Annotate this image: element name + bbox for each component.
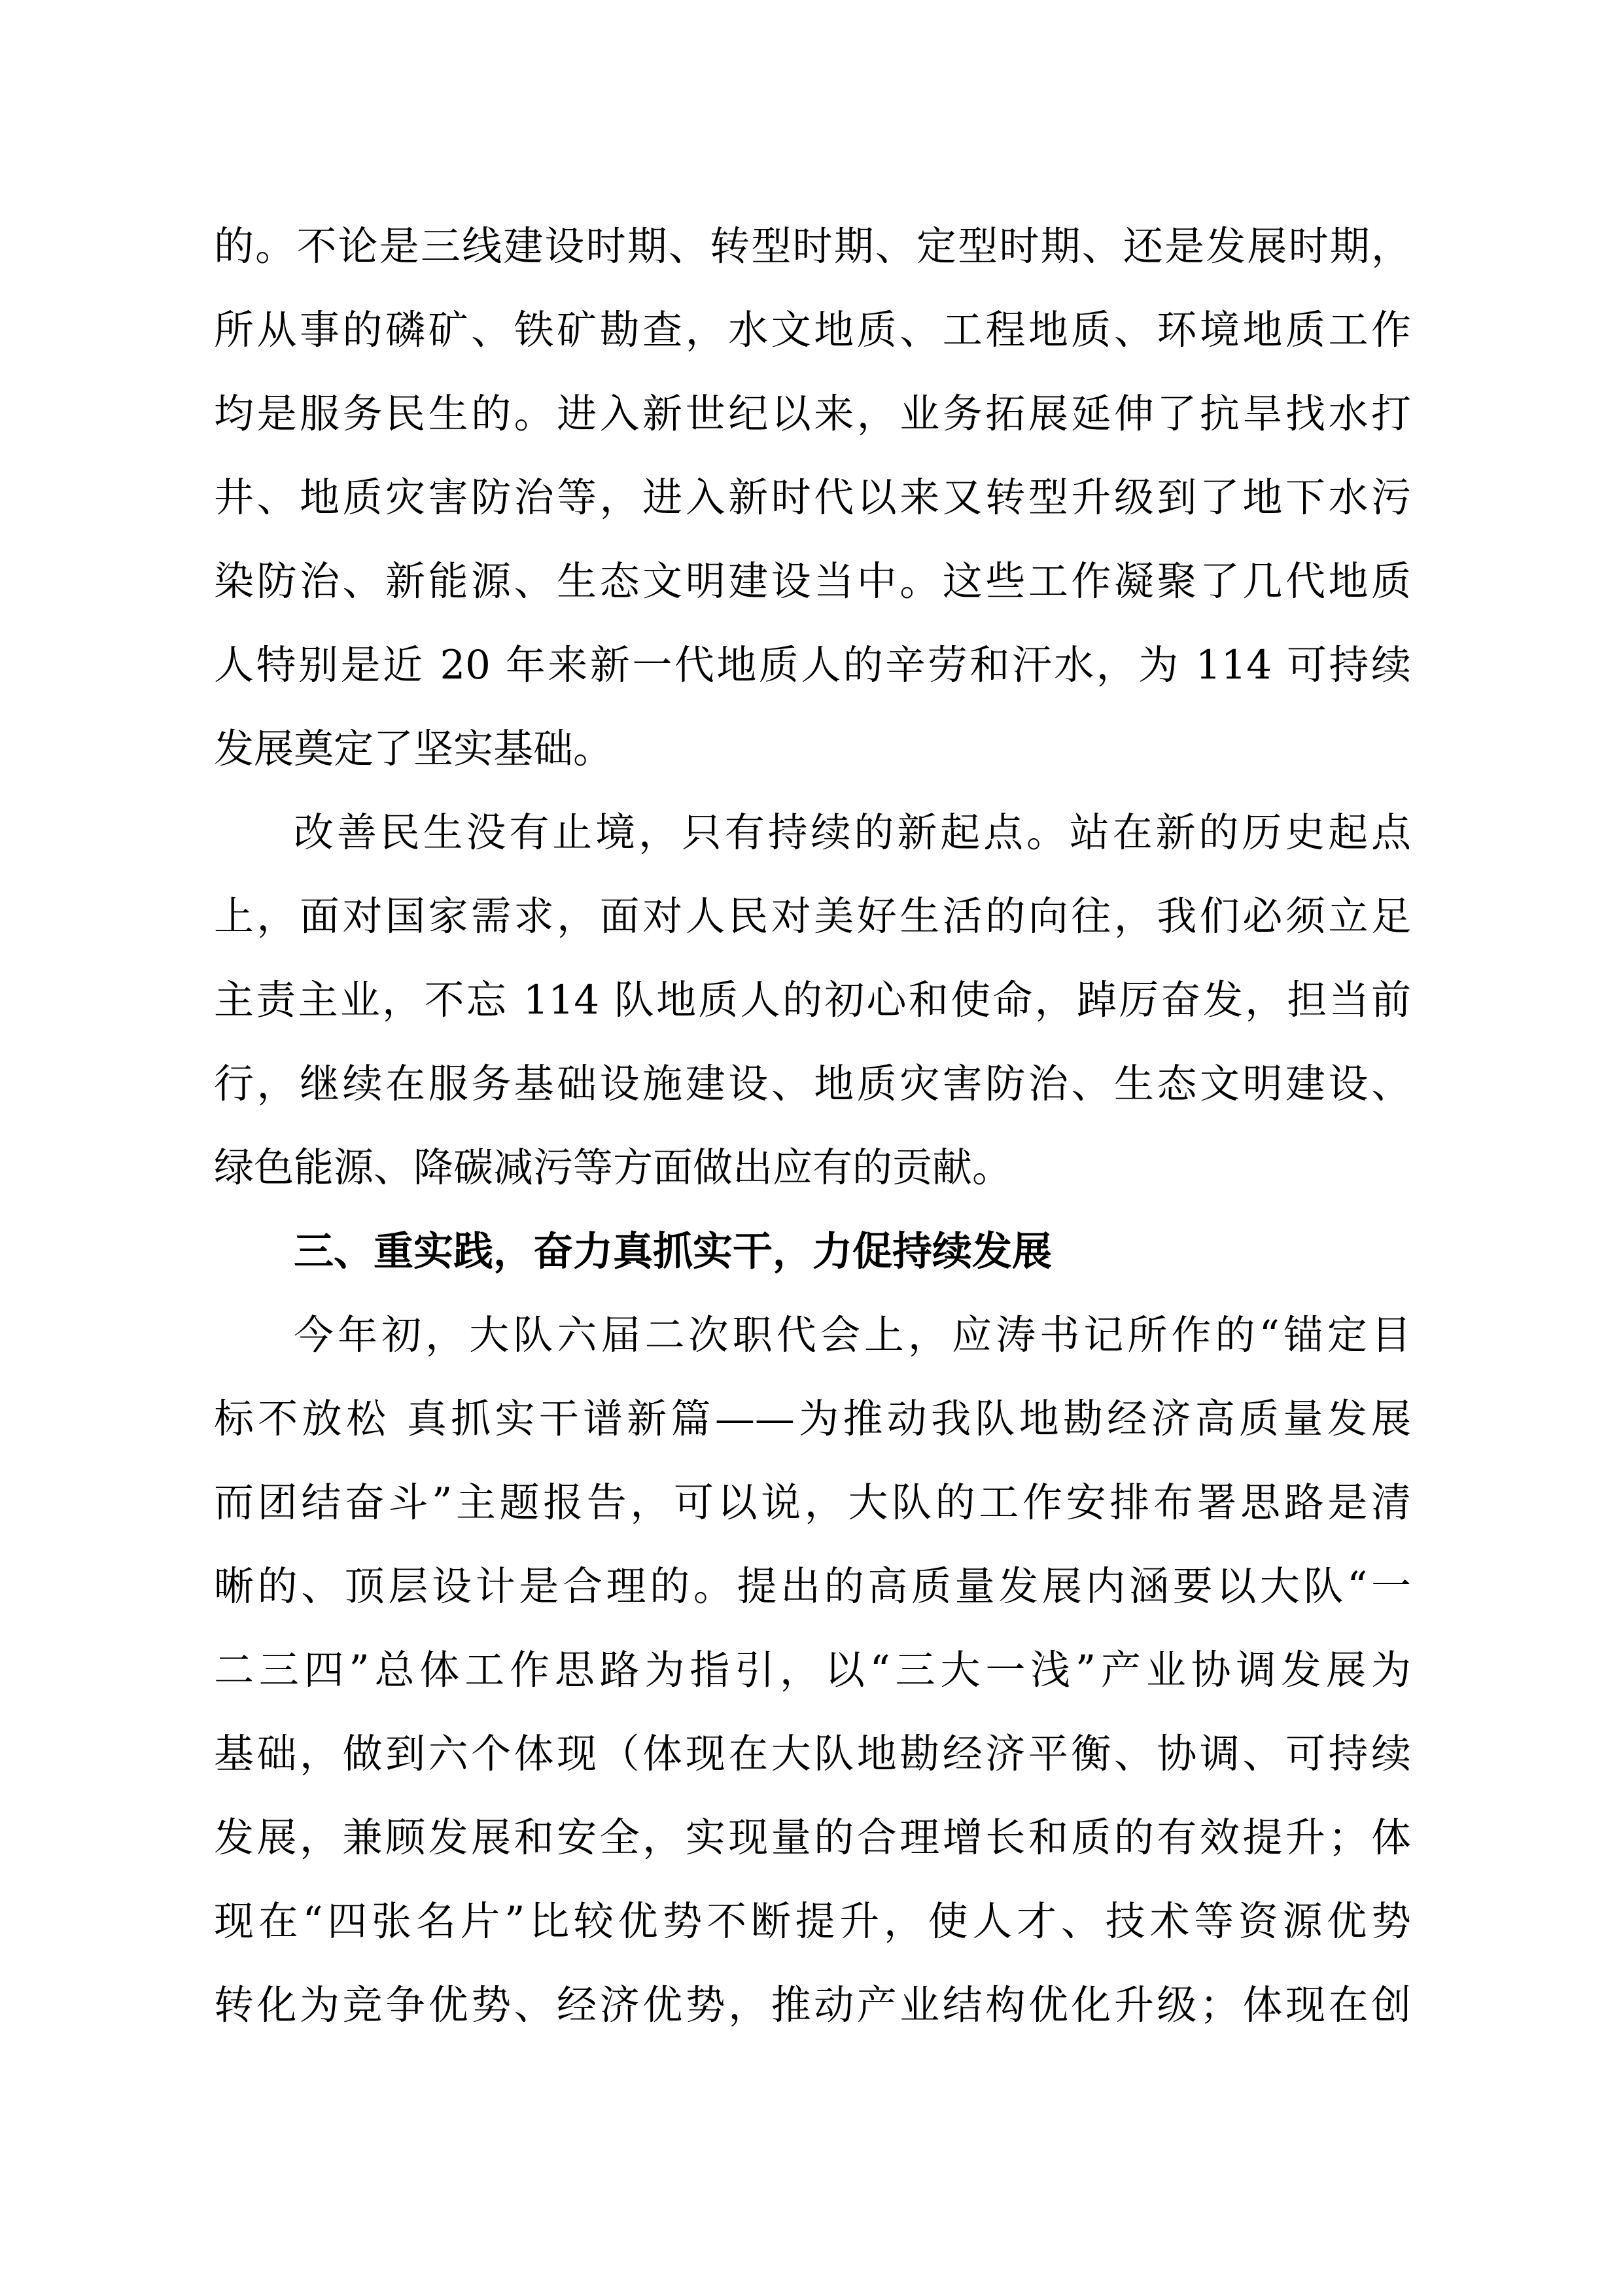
text-line: 现在“四张名片”比较优势不断提升，使人才、技术等资源优势 <box>214 1898 1411 1945</box>
text-line: 晰的、顶层设计是合理的。提出的高质量发展内涵要以大队“一 <box>214 1563 1411 1610</box>
text-line: 基础，做到六个体现（体现在大队地勘经济平衡、协调、可持续 <box>214 1731 1411 1777</box>
text-line: 人特别是近 20 年来新一代地质人的辛劳和汗水，为 114 可持续 <box>214 642 1411 688</box>
text-line: 所从事的磷矿、铁矿勘查，水文地质、工程地质、环境地质工作 <box>214 307 1411 353</box>
text-line: 而团结奋斗”主题报告，可以说，大队的工作安排布署思路是清 <box>214 1479 1411 1526</box>
text-line: 上，面对国家需求，面对人民对美好生活的向往，我们必须立足 <box>214 893 1411 940</box>
text-line: 行，继续在服务基础设施建设、地质灾害防治、生态文明建设、 <box>214 1061 1411 1107</box>
text-line: 标不放松 真抓实干谱新篇——为推动我队地勘经济高质量发展 <box>214 1396 1411 1442</box>
text-line: 二三四”总体工作思路为指引，以“三大一浅”产业协调发展为 <box>214 1647 1411 1693</box>
text-line: 发展奠定了坚实基础。 <box>214 726 614 772</box>
text-line: 今年初，大队六届二次职代会上，应涛书记所作的“锚定目 <box>294 1312 1411 1358</box>
text-line: 绿色能源、降碳减污等方面做出应有的贡献。 <box>214 1144 1013 1191</box>
text-line: 均是服务民生的。进入新世纪以来，业务拓展延伸了抗旱找水打 <box>214 391 1411 437</box>
text-line: 改善民生没有止境，只有持续的新起点。站在新的历史起点 <box>294 809 1411 856</box>
text-line: 发展，兼顾发展和安全，实现量的合理增长和质的有效提升；体 <box>214 1814 1411 1861</box>
text-line: 主责主业，不忘 114 队地质人的初心和使命，踔厉奋发，担当前 <box>214 977 1411 1023</box>
text-line: 转化为竞争优势、经济优势，推动产业结构优化升级；体现在创 <box>214 1982 1411 2028</box>
text-line: 的。不论是三线建设时期、转型时期、定型时期、还是发展时期， <box>214 223 1411 270</box>
section-heading: 三、重实践，奋力真抓实干，力促持续发展 <box>294 1228 1053 1275</box>
text-line: 染防治、新能源、生态文明建设当中。这些工作凝聚了几代地质 <box>214 558 1411 605</box>
text-line: 井、地质灾害防治等，进入新时代以来又转型升级到了地下水污 <box>214 474 1411 521</box>
